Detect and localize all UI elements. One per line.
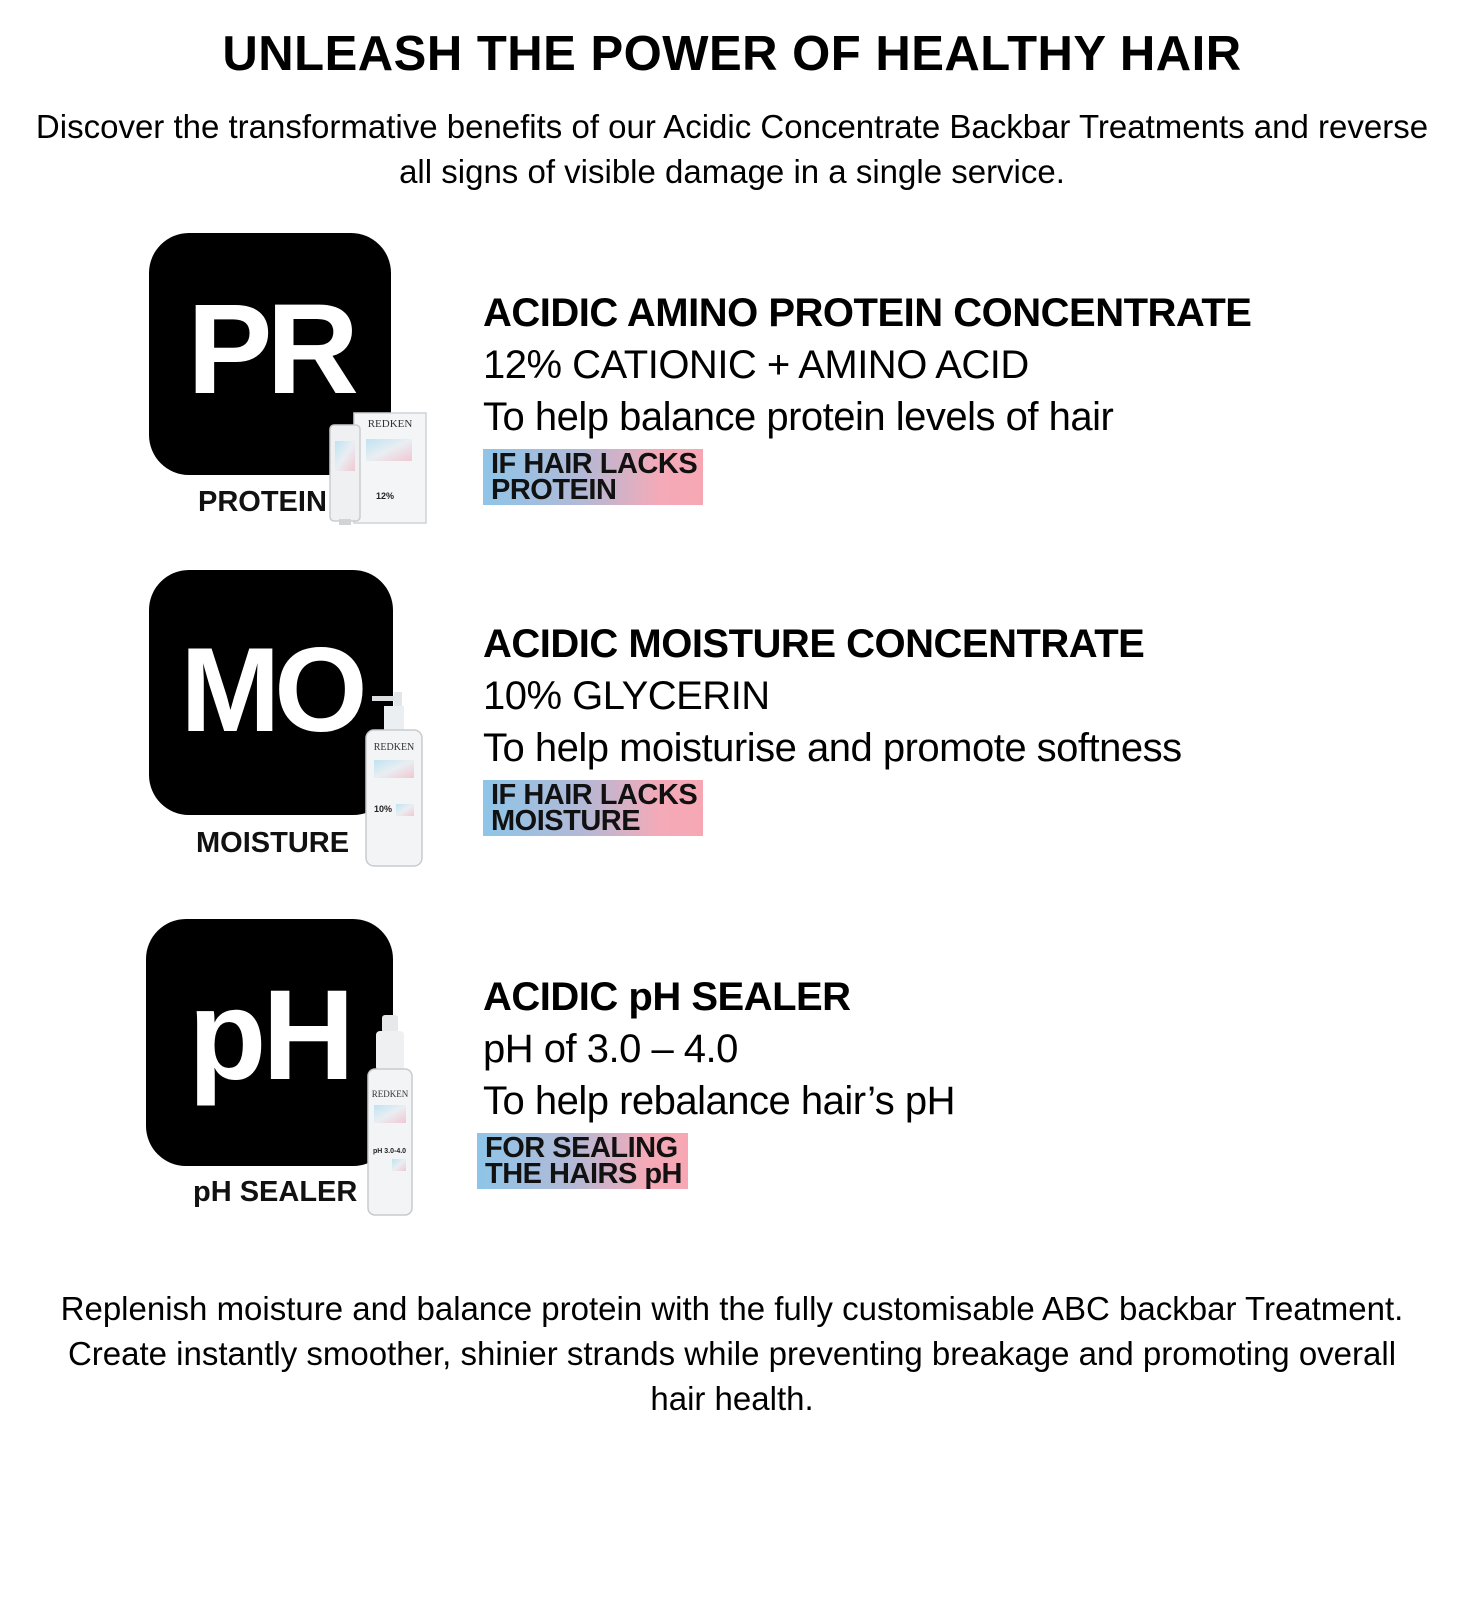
footer-text: Replenish moisture and balance protein with the fully customisable ABC backbar Treatment. Create instantly smoother, shinier strands while preventing breakage and promoting overall hair health. — [60, 1290, 1404, 1417]
page-title: UNLEASH THE POWER OF HEALTHY HAIR — [222, 27, 1242, 81]
protein-product-box-image — [326, 411, 428, 526]
moisture-tile — [149, 570, 393, 815]
protein-tile-label: PROTEIN — [198, 486, 327, 518]
protein-formula: 12% CATIONIC + AMINO ACID — [483, 343, 1029, 387]
moisture-badge-line1: IF HAIR LACKS — [491, 779, 698, 811]
ph-benefit: To help rebalance hair’s pH — [483, 1079, 955, 1123]
moisture-tile-text: MO — [180, 622, 362, 757]
treatment-protein — [0, 233, 1464, 533]
moisture-badge-line2: MOISTURE — [491, 805, 641, 837]
moisture-tile-label: MOISTURE — [196, 827, 350, 859]
ph-bottle-brand: REDKEN — [371, 1089, 409, 1099]
protein-badge-line2: PROTEIN — [491, 474, 617, 506]
protein-badge — [483, 449, 703, 505]
intro-text: Discover the transformative benefits of our Acidic Concentrate Backbar Treatments and reverse all signs of visible damage in a single service. — [35, 108, 1429, 190]
ph-bottle-percent: pH 3.0-4.0 — [373, 1148, 407, 1155]
moisture-bottle-percent: 10% — [374, 804, 393, 814]
ph-product-spray-image — [362, 1013, 418, 1219]
moisture-benefit: To help moisturise and promote softness — [483, 726, 1182, 770]
ph-badge-line2: THE HAIRS pH — [485, 1158, 682, 1190]
protein-badge-line1: IF HAIR LACKS — [491, 448, 698, 480]
treatment-moisture — [0, 570, 1464, 870]
ph-formula: pH of 3.0 – 4.0 — [483, 1027, 738, 1071]
protein-tile-text: PR — [187, 277, 353, 421]
ph-tile-text: pH — [188, 964, 351, 1107]
ph-tile-label: pH SEALER — [193, 1176, 358, 1208]
protein-name: ACIDIC AMINO PROTEIN CONCENTRATE — [483, 291, 1252, 335]
moisture-bottle-brand: REDKEN — [373, 742, 415, 753]
protein-info — [483, 287, 1251, 505]
ph-info — [483, 971, 955, 1189]
moisture-badge — [483, 780, 703, 836]
protein-box-percent: 12% — [376, 491, 395, 501]
moisture-product-bottle-image — [360, 690, 430, 870]
ph-name: ACIDIC pH SEALER — [483, 975, 851, 1019]
moisture-formula: 10% GLYCERIN — [483, 674, 770, 718]
protein-benefit: To help balance protein levels of hair — [483, 395, 1114, 439]
ph-badge-line1: FOR SEALING — [485, 1132, 678, 1164]
protein-box-brand: REDKEN — [367, 418, 413, 430]
moisture-info — [483, 618, 1182, 836]
ph-badge — [477, 1133, 688, 1189]
moisture-name: ACIDIC MOISTURE CONCENTRATE — [483, 622, 1145, 666]
treatment-ph-sealer — [0, 919, 1464, 1219]
ph-tile — [146, 919, 393, 1166]
